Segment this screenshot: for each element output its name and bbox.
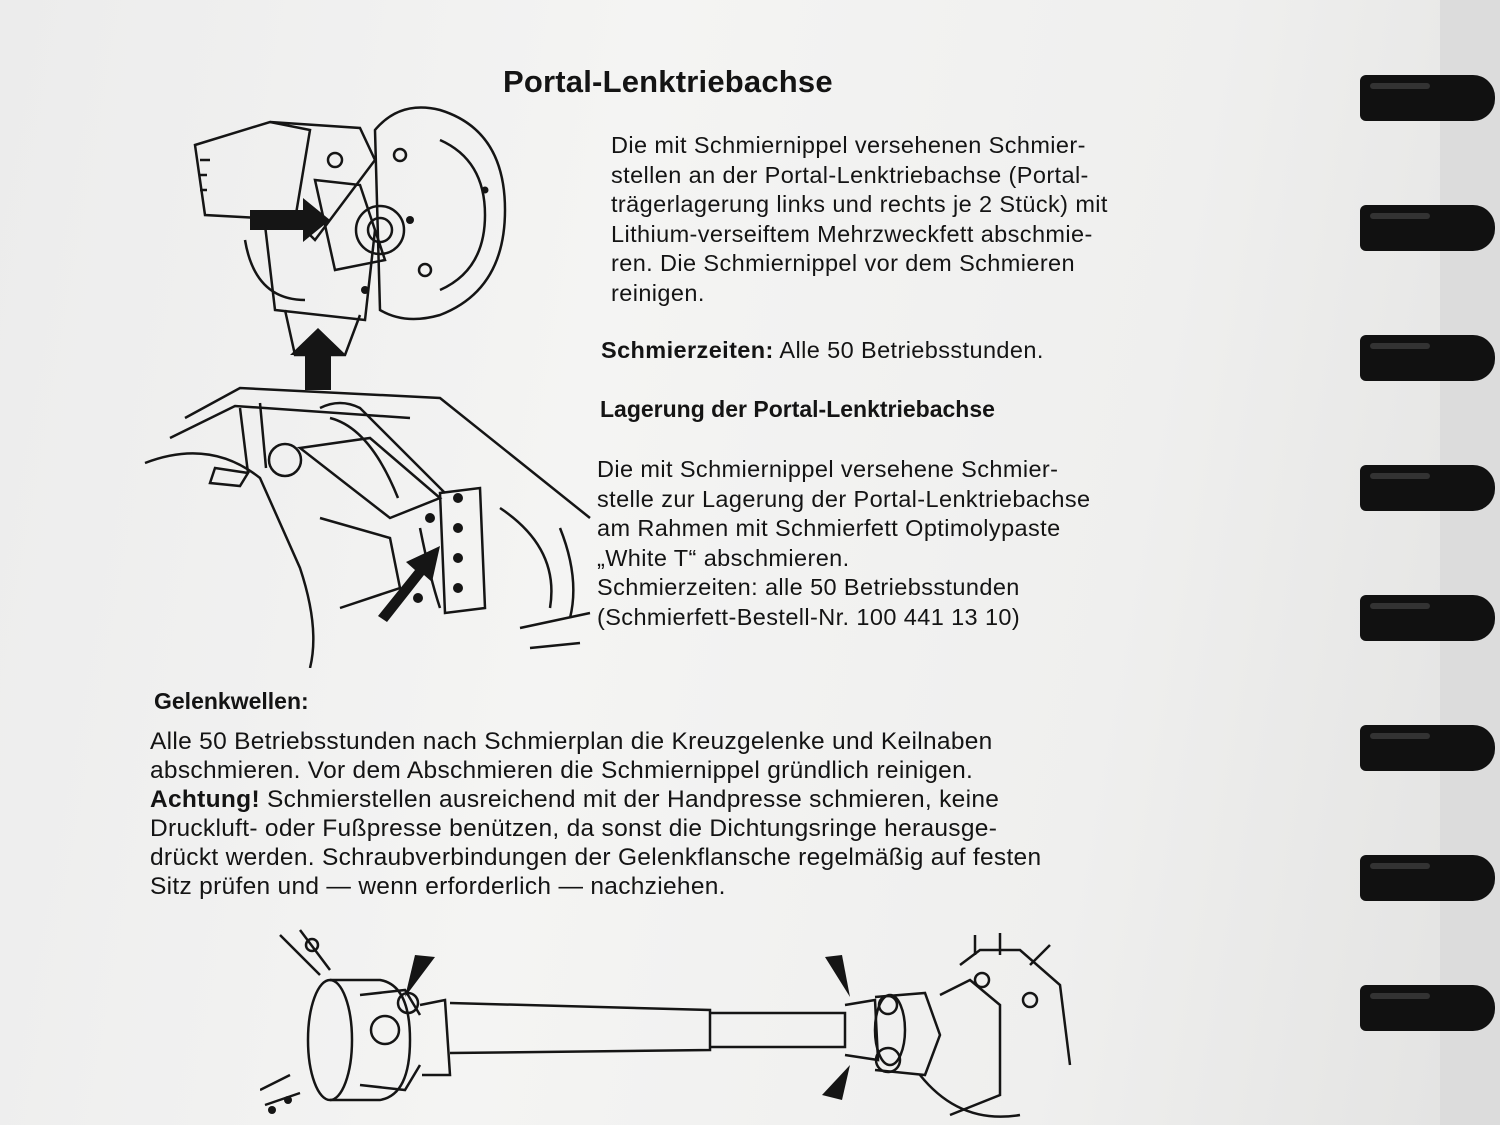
binder-ring	[1360, 855, 1495, 901]
spiral-binding	[1360, 0, 1500, 1125]
intro-paragraph	[611, 131, 1191, 308]
schmierzeiten-value: Alle 50 Betriebsstunden.	[779, 337, 1044, 363]
achtung-text: Schmierstellen ausreichend mit der Handpresse schmieren, keine	[259, 786, 1000, 813]
binder-ring	[1360, 725, 1495, 771]
lagerung-heading: Lagerung der Portal-Lenktriebachse	[600, 396, 995, 422]
text-line: Lithium-verseiftem Mehrzweckfett abschmie-	[611, 220, 1093, 247]
page-title: Portal-Lenktriebachse	[503, 64, 833, 99]
text-line	[150, 785, 1041, 814]
text-line: „White T“ abschmieren.	[597, 544, 850, 571]
binder-ring	[1360, 205, 1495, 251]
text-line: ren. Die Schmiernippel vor dem Schmieren	[611, 250, 1075, 276]
text-line: Alle 50 Betriebsstunden nach Schmierplan die Kreuzgelenke und Keilnaben	[150, 728, 993, 755]
text-line: abschmieren. Vor dem Abschmieren die Schmiernippel gründlich reinigen.	[150, 757, 974, 784]
text-line: Die mit Schmiernippel versehene Schmier-	[597, 456, 1059, 482]
binder-ring	[1360, 465, 1495, 511]
axle-mount-illustration	[140, 378, 595, 668]
text-line: drückt werden. Schraubverbindungen der Gelenkflansche regelmäßig auf festen	[150, 844, 1042, 871]
gelenkwellen-paragraph	[150, 727, 1041, 901]
text-line: am Rahmen mit Schmierfett Optimolypaste	[597, 515, 1061, 541]
text-line: Die mit Schmiernippel versehenen Schmier-	[611, 132, 1086, 158]
drive-shaft-illustration	[260, 925, 1090, 1125]
text-line: Druckluft- oder Fußpresse benützen, da sonst die Dichtungsringe herausge-	[150, 815, 998, 842]
text-line: stellen an der Portal-Lenktriebachse (Portal-	[611, 161, 1089, 188]
binder-ring	[1360, 75, 1495, 121]
text-line: Sitz prüfen und — wenn erforderlich — nachziehen.	[150, 873, 726, 900]
binder-ring	[1360, 595, 1495, 641]
text-line: trägerlagerung links und rechts je 2 Stück) mit	[611, 191, 1108, 217]
axle-hub-illustration	[185, 100, 545, 390]
lagerung-paragraph	[597, 455, 1091, 632]
text-line: Schmierzeiten: alle 50 Betriebsstunden	[597, 574, 1020, 600]
binder-ring	[1360, 335, 1495, 381]
schmierzeiten-line	[601, 336, 1044, 366]
text-line: (Schmierfett-Bestell-Nr. 100 441 13 10)	[597, 603, 1021, 630]
text-line: stelle zur Lagerung der Portal-Lenktriebachse	[597, 485, 1091, 512]
schmierzeiten-label: Schmierzeiten:	[601, 337, 774, 363]
gelenkwellen-heading: Gelenkwellen:	[154, 688, 309, 714]
achtung-label: Achtung!	[150, 786, 260, 813]
binder-ring	[1360, 985, 1495, 1031]
text-line: reinigen.	[611, 279, 705, 306]
